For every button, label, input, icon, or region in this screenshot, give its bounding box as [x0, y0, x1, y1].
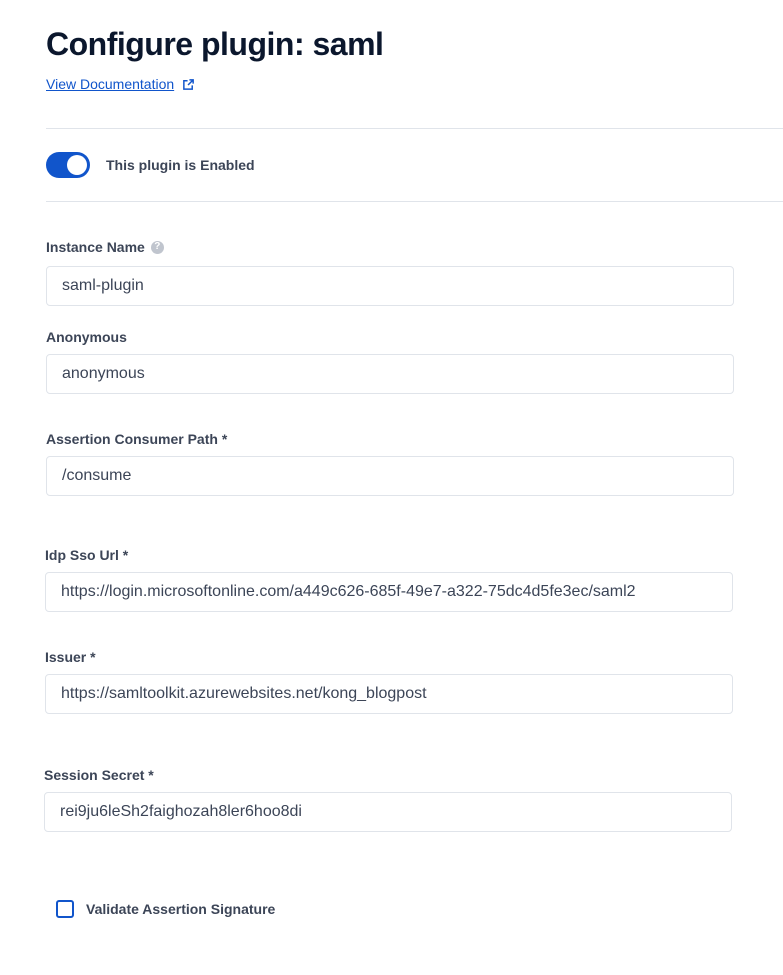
- session-secret-input[interactable]: [44, 792, 732, 832]
- anonymous-label: [46, 328, 127, 346]
- idp-sso-url-label: [45, 546, 128, 564]
- view-documentation-link[interactable]: [46, 76, 195, 92]
- issuer-input[interactable]: [45, 674, 733, 714]
- enabled-toggle[interactable]: [46, 152, 90, 178]
- help-icon[interactable]: ?: [151, 241, 164, 254]
- validate-assertion-signature-row: [56, 900, 275, 918]
- enabled-toggle-label: This plugin is Enabled: [106, 157, 255, 173]
- validate-assertion-signature-checkbox[interactable]: [56, 900, 74, 918]
- assertion-consumer-path-input[interactable]: [46, 456, 734, 496]
- view-documentation-label: View Documentation: [46, 76, 175, 92]
- issuer-label-text: Issuer *: [45, 649, 96, 665]
- session-secret-label-text: Session Secret *: [44, 767, 154, 783]
- enabled-toggle-row: [46, 152, 255, 178]
- assertion-consumer-path-label: [46, 430, 227, 448]
- idp-sso-url-input[interactable]: [45, 572, 733, 612]
- issuer-label: [45, 648, 96, 666]
- validate-assertion-signature-label: Validate Assertion Signature: [86, 901, 276, 917]
- session-secret-label: [44, 766, 154, 784]
- idp-sso-url-label-text: Idp Sso Url *: [45, 547, 129, 563]
- anonymous-input[interactable]: [46, 354, 734, 394]
- assertion-consumer-path-label-text: Assertion Consumer Path *: [46, 431, 228, 447]
- divider-bottom: [46, 201, 783, 202]
- instance-name-input[interactable]: [46, 266, 734, 306]
- external-link-icon: [182, 78, 195, 91]
- toggle-knob: [67, 155, 87, 175]
- anonymous-label-text: Anonymous: [46, 329, 127, 345]
- divider-top: [46, 128, 783, 129]
- page-title: Configure plugin: saml: [46, 26, 384, 62]
- instance-name-label-text: Instance Name: [46, 239, 145, 255]
- instance-name-label: [46, 238, 164, 256]
